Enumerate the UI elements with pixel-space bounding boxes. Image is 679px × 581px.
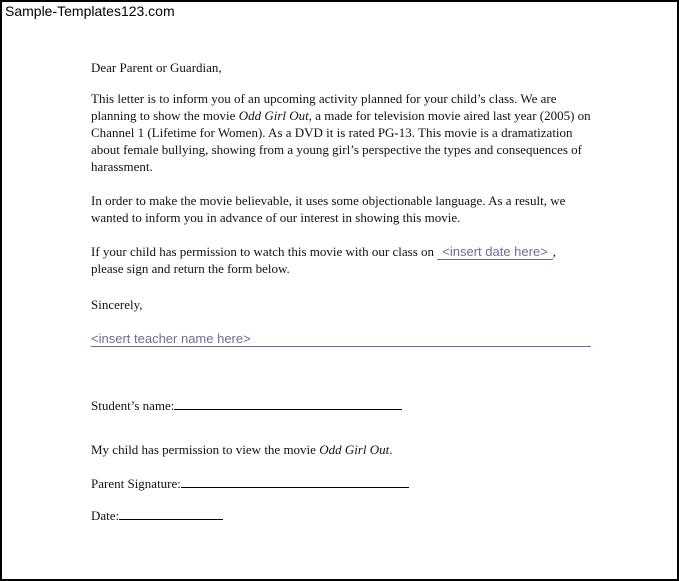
student-name-row <box>91 397 402 414</box>
paragraph-intro <box>91 90 591 175</box>
parent-signature-label: Parent Signature: <box>91 476 181 491</box>
permission-statement <box>91 442 393 458</box>
site-watermark: Sample-Templates123.com <box>5 3 175 19</box>
paragraph-permission-after: , please sign and return the form below. <box>91 244 557 276</box>
paragraph-intro-after: , a made for television movie aired last year (2005) on Channel 1 (Lifetime for Women). As a DVD it is rated PG-13. This movie is a dramatization about female bullying, showing from a young girl’s perspective the types and consequences of harassment. <box>91 108 591 174</box>
parent-signature-row <box>91 475 409 492</box>
permission-after: . <box>389 442 393 457</box>
letter-body <box>91 59 591 294</box>
closing: Sincerely, <box>91 297 143 312</box>
permission-movie-title: Odd Girl Out <box>319 442 390 457</box>
paragraph-permission-before: If your child has permission to watch this movie with our class on <box>91 244 438 259</box>
paragraph-language: In order to make the movie believable, it uses some objectionable language. As a result, we wanted to inform you in advance of our interest in showing this movie. <box>91 193 566 225</box>
date-label: Date: <box>91 508 120 523</box>
student-name-line[interactable] <box>174 397 402 410</box>
permission-before: My child has permission to view the movie <box>91 442 320 457</box>
student-name-label: Student’s name: <box>91 398 175 413</box>
date-line[interactable] <box>119 507 223 520</box>
date-placeholder-field[interactable]: <insert date here> <box>437 245 553 260</box>
teacher-name-field[interactable] <box>91 331 591 347</box>
parent-signature-line[interactable] <box>181 475 409 488</box>
salutation: Dear Parent or Guardian, <box>91 60 222 75</box>
teacher-name-placeholder: <insert teacher name here> <box>91 331 251 346</box>
date-row <box>91 507 223 524</box>
paragraph-intro-before: This letter is to inform you of an upcoming activity planned for your child’s class. We are planning to show the movie <box>91 91 557 123</box>
paragraph-permission-request <box>91 243 591 277</box>
movie-title: Odd Girl Out <box>238 108 309 123</box>
